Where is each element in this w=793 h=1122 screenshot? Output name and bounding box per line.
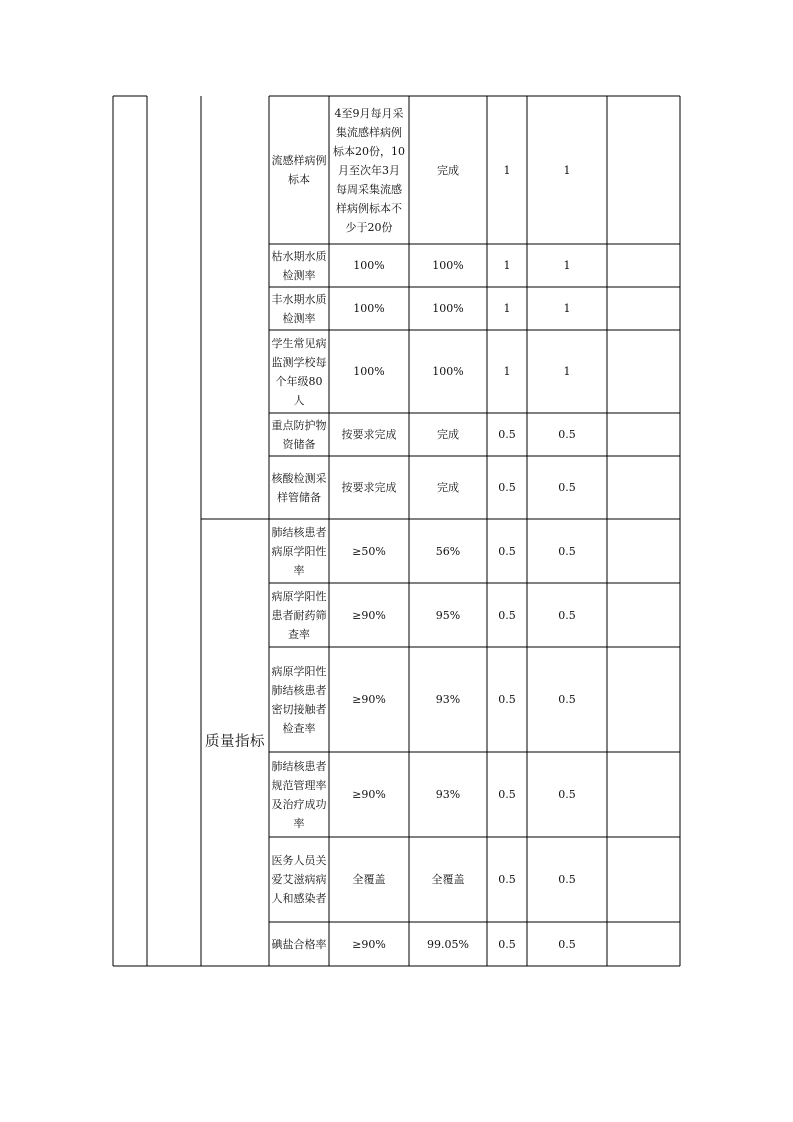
target-value: 100% bbox=[353, 365, 385, 378]
indicator-name: 碘盐合格率 bbox=[271, 937, 327, 951]
actual-value: 99.05% bbox=[427, 937, 469, 951]
full-score: 0.5 bbox=[498, 428, 516, 441]
indicator-name: 学生常见病监测学校每个年级80人 bbox=[271, 336, 327, 407]
remark bbox=[607, 456, 680, 519]
actual-value: 93% bbox=[435, 788, 461, 801]
remark bbox=[607, 96, 680, 244]
indicator-name: 肺结核患者规范管理率及治疗成功率 bbox=[271, 759, 327, 830]
remark bbox=[607, 752, 680, 837]
obtained-score: 0.5 bbox=[558, 428, 576, 441]
obtained-score: 0.5 bbox=[558, 544, 576, 558]
obtained-score: 1 bbox=[563, 365, 571, 378]
target-value: ≥50% bbox=[352, 544, 386, 558]
obtained-score: 0.5 bbox=[558, 873, 576, 886]
actual-value: 完成 bbox=[437, 163, 459, 177]
actual-value: 95% bbox=[435, 608, 461, 622]
remark bbox=[607, 583, 680, 647]
full-score: 1 bbox=[503, 163, 511, 177]
target-value: ≥90% bbox=[352, 693, 386, 706]
indicator-name: 医务人员关爱艾滋病病人和感染者 bbox=[271, 854, 327, 905]
target-value: 100% bbox=[353, 302, 385, 315]
obtained-score: 0.5 bbox=[558, 481, 576, 494]
target-value: 全覆盖 bbox=[352, 873, 386, 886]
target-value: 按要求完成 bbox=[341, 428, 397, 441]
actual-value: 100% bbox=[432, 259, 464, 272]
full-score: 1 bbox=[503, 259, 511, 272]
remark bbox=[607, 922, 680, 966]
obtained-score: 1 bbox=[563, 302, 571, 315]
actual-value: 完成 bbox=[437, 428, 459, 441]
indicator-name: 重点防护物资储备 bbox=[271, 418, 327, 451]
remark bbox=[607, 519, 680, 583]
full-score: 0.5 bbox=[498, 481, 516, 494]
indicator-name: 病原学阳性患者耐药筛查率 bbox=[271, 589, 327, 641]
remark bbox=[607, 330, 680, 413]
full-score: 0.5 bbox=[498, 693, 516, 706]
indicator-name: 核酸检测采样管储备 bbox=[271, 471, 327, 504]
full-score: 0.5 bbox=[498, 608, 516, 622]
target-value: ≥90% bbox=[352, 937, 386, 951]
obtained-score: 1 bbox=[563, 163, 571, 177]
actual-value: 56% bbox=[435, 544, 461, 558]
actual-value: 全覆盖 bbox=[431, 873, 465, 886]
obtained-score: 0.5 bbox=[558, 608, 576, 622]
actual-value: 完成 bbox=[437, 481, 459, 494]
actual-value: 93% bbox=[435, 693, 461, 706]
full-score: 0.5 bbox=[498, 544, 516, 558]
target-value: 按要求完成 bbox=[341, 481, 397, 494]
target-value: ≥90% bbox=[352, 608, 386, 622]
obtained-score: 1 bbox=[563, 259, 571, 272]
remark bbox=[607, 244, 680, 287]
full-score: 1 bbox=[503, 302, 511, 315]
obtained-score: 0.5 bbox=[558, 788, 576, 801]
target-value: 100% bbox=[353, 259, 385, 272]
remark bbox=[607, 413, 680, 456]
category-label: 质量指标 bbox=[205, 734, 265, 750]
indicator-name: 肺结核患者病原学阳性率 bbox=[271, 525, 327, 577]
remark bbox=[607, 837, 680, 922]
actual-value: 100% bbox=[432, 365, 464, 378]
indicator-name: 流感样病例标本 bbox=[271, 154, 327, 186]
full-score: 0.5 bbox=[498, 788, 516, 801]
obtained-score: 0.5 bbox=[558, 937, 576, 951]
actual-value: 100% bbox=[432, 302, 464, 315]
full-score: 0.5 bbox=[498, 873, 516, 886]
remark bbox=[607, 647, 680, 752]
target-value: 4至9月每月采集流感样病例标本20份，10月至次年3月每周采集流感样病例标本不少于20份 bbox=[333, 106, 405, 234]
indicator-name: 枯水期水质检测率 bbox=[271, 249, 327, 282]
obtained-score: 0.5 bbox=[558, 693, 576, 706]
target-value: ≥90% bbox=[352, 788, 386, 801]
indicator-name: 病原学阳性肺结核患者密切接触者检查率 bbox=[271, 664, 327, 735]
remark bbox=[607, 287, 680, 330]
indicator-name: 丰水期水质检测率 bbox=[271, 292, 327, 325]
full-score: 0.5 bbox=[498, 937, 516, 951]
full-score: 1 bbox=[503, 365, 511, 378]
